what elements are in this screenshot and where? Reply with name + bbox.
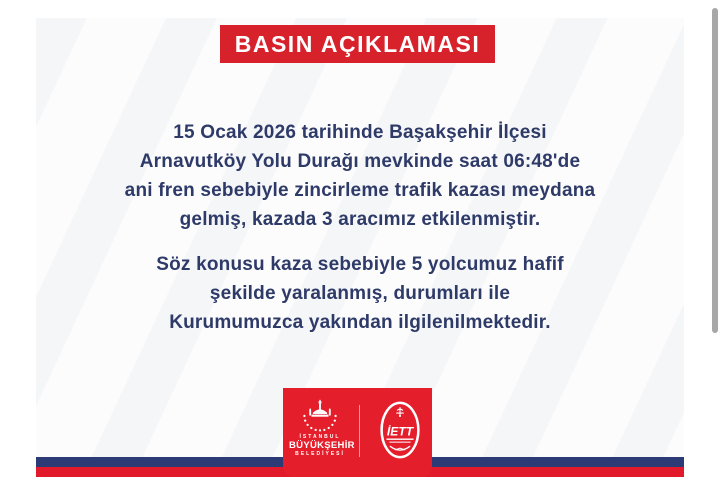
announcement-paragraph-1 [36, 118, 684, 234]
logo-divider [359, 405, 360, 457]
text-line: şekilde yaralanmış, durumları ile [209, 283, 511, 304]
ibb-logo [289, 398, 355, 457]
announcement-paragraph-2 [36, 250, 684, 337]
ibb-logo-line3: BELEDİYESİ [295, 451, 345, 457]
iett-logo [378, 400, 422, 465]
iett-oval-emblem-icon [378, 400, 422, 460]
press-release-banner [220, 25, 495, 63]
ibb-logo-line2: BÜYÜKŞEHİR [289, 440, 355, 451]
text-line: ani fren sebebiyle zincirleme trafik kazası meydana [124, 180, 596, 201]
footer-logo-box [283, 388, 432, 477]
text-line: Arnavutköy Yolu Durağı mevkinde saat 06:48'de [139, 151, 581, 172]
ibb-logo-line1: İSTANBUL [299, 434, 341, 440]
text-line: 15 Ocak 2026 tarihinde Başakşehir İlçesi [173, 122, 547, 143]
banner-title: BASIN AÇIKLAMASI [234, 30, 481, 57]
ibb-mosque-emblem-icon [301, 398, 339, 432]
svg-text:İETT: İETT [386, 424, 414, 439]
text-line: Söz konusu kaza sebebiyle 5 yolcumuz hafif [156, 254, 564, 275]
text-line: Kurumumuzca yakından ilgilenilmektedir. [169, 312, 551, 333]
text-line: gelmiş, kazada 3 aracımız etkilenmiştir. [179, 209, 541, 230]
press-release-card [36, 18, 684, 477]
vertical-scrollbar-thumb[interactable] [712, 8, 718, 333]
